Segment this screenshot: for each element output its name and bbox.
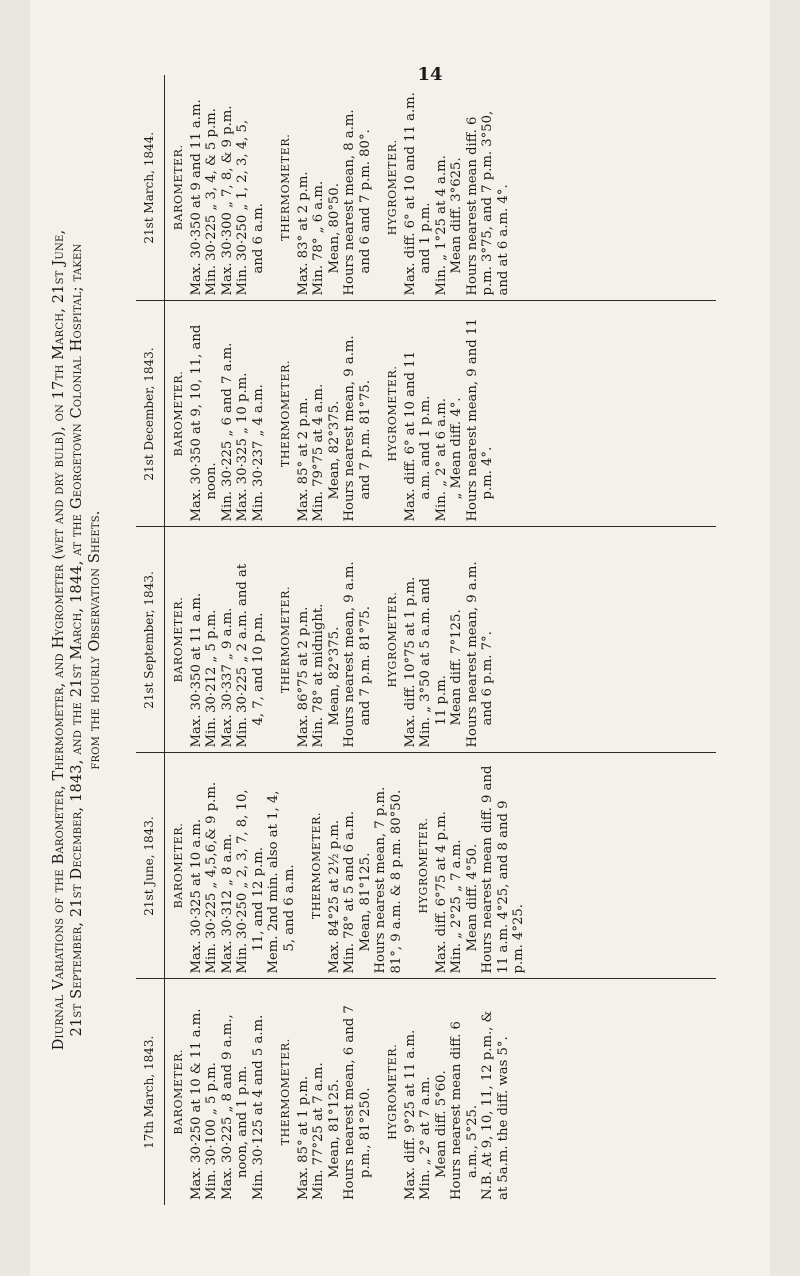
reading-line: Min. 30·100 „ 5 p.m. (204, 1062, 219, 1200)
reading-line: noon. (204, 462, 219, 500)
barometer-section (171, 306, 266, 522)
column-cell (165, 75, 717, 301)
thermometer-section (278, 984, 373, 1201)
reading-line: and 6 a.m. (250, 203, 266, 274)
reading-line: Min. 30·225 „ 3, 4, & 5 p.m. (204, 108, 219, 296)
section-heading: THERMOMETER. (310, 811, 323, 920)
data-row (165, 75, 717, 1205)
reading-line: Max. diff. 9°25 at 11 a.m. (402, 1029, 418, 1200)
reading-line: 11 p.m. (433, 675, 449, 726)
section-heading: THERMOMETER. (279, 133, 292, 241)
observation-table (136, 75, 716, 1205)
column-date: 17th March, 1843. (136, 979, 165, 1205)
reading-line: Max. 30·250 at 10 & 11 a.m. (188, 1008, 204, 1200)
reading-line: Max. diff. 6°75 at 4 p.m. (433, 811, 449, 974)
reading-line: Max. 30·350 at 9, 10, 11, and (188, 324, 204, 522)
thermometer-section (278, 79, 373, 296)
section-heading: HYGROMETER. (386, 1043, 399, 1140)
reading-line: Min. 30·225 „ 4,5,6,& 9 p.m. (204, 781, 219, 974)
reading-line: Min. 79°75 at 4 a.m. (311, 383, 326, 522)
thermometer-section (309, 758, 404, 974)
reading-line: Min. 78° at 5 and 6 a.m. (342, 811, 357, 974)
title-line: Diurnal Variations of the Barometer, Thermometer, and Hygrometer (wet and dry bulb), on 17th March, 21st June, (51, 229, 67, 1051)
reading-line: Mean, 82°375. (326, 400, 342, 500)
reading-line: Max. 30·325 „ 10 p.m. (235, 372, 250, 522)
reading-line: Max. 30·350 at 11 a.m. (188, 592, 204, 748)
reading-line: Min. „ 3°50 at 5 a.m. and (418, 578, 433, 748)
reading-line: Mem. 2nd min. also at 1, 4, (266, 790, 281, 974)
reading-line: Min. 30·212 „ 5 p.m. (204, 609, 219, 748)
reading-line: Hours nearest mean, 8 a.m. (342, 109, 357, 296)
reading-line: Min. 78° „ 6 a.m. (311, 180, 326, 296)
section-heading: BAROMETER. (172, 370, 185, 457)
barometer-section (171, 79, 266, 296)
reading-line: Mean, 80°50. (326, 183, 342, 274)
hygrometer-section (385, 79, 511, 296)
reading-line: Min. „ 2° at 6 a.m. (433, 398, 449, 522)
reading-line: Hours nearest mean, 9 a.m. (464, 561, 480, 748)
title-line: from the hourly Observation Sheets. (87, 510, 103, 770)
section-heading: BAROMETER. (172, 1048, 185, 1135)
section-heading: HYGROMETER. (386, 365, 399, 462)
column-date: 21st September, 1843. (136, 527, 165, 753)
barometer-section (171, 758, 297, 974)
reading-line: Mean, 82°375. (326, 626, 342, 726)
column-cell (165, 979, 717, 1205)
column-date: 21st December, 1843. (136, 301, 165, 527)
reading-line: Max. 30·225 „ 8 and 9 a.m., (219, 1014, 235, 1200)
reading-line: Max. 30·350 at 9 and 11 a.m. (188, 99, 204, 296)
reading-line: Min. „ 2°25 „ 7 a.m. (449, 839, 464, 974)
reading-line: Mean diff. 5°60. (433, 1070, 449, 1178)
reading-line: Max. 30·325 at 10 a.m. (188, 818, 204, 974)
reading-line: Min. 30·125 at 4 and 5 a.m. (250, 1014, 266, 1200)
reading-line: at 5a.m. the diff. was 5°. (495, 1036, 511, 1200)
reading-line: p.m. 3°75, and 7 p.m. 3°50, (480, 110, 495, 296)
reading-line: Min. „ 2° at 7 a.m. (418, 1076, 433, 1200)
reading-line: Max. 83° at 2 p.m. (295, 171, 311, 296)
reading-line: Hours nearest mean, 9 and 11 (464, 318, 480, 522)
reading-line: a.m. and 1 p.m. (418, 395, 433, 500)
reading-line: Mean diff. 4°50. (464, 843, 480, 952)
section-heading: HYGROMETER. (417, 817, 430, 914)
section-heading: BAROMETER. (172, 596, 185, 683)
hygrometer-section (416, 758, 527, 974)
rotated-content (50, 75, 800, 1205)
reading-line: and 6 p.m. 7°. (480, 631, 495, 726)
reading-line: Mean, 81°125. (357, 852, 373, 952)
reading-line: Min. 30·250 „ 1, 2, 3, 4, 5, (235, 119, 250, 296)
reading-line: 81°, 9 a.m. & 8 p.m. 80°50. (388, 789, 404, 974)
column-cell (165, 753, 717, 979)
page-number: 14 (417, 64, 443, 85)
reading-line: Mean diff. 3°625. (449, 157, 464, 274)
reading-line: 11 a.m. 4°25, and 8 and 9 (495, 800, 511, 974)
section-heading: BAROMETER. (172, 822, 185, 909)
reading-line: and at 6 a.m. 4°. (495, 184, 511, 296)
reading-line: Mean diff. 7°125. (449, 609, 464, 726)
section-heading: HYGROMETER. (386, 591, 399, 688)
reading-line: Min. 30·225 „ 2 a.m. and at (235, 563, 250, 748)
header-row (136, 75, 165, 1205)
reading-line: Max. 30·300 „ 7, 8, & 9 p.m. (219, 105, 235, 296)
reading-line: and 1 p.m. (418, 202, 433, 274)
reading-line: Max. 30·312 „ 8 a.m. (219, 833, 235, 974)
barometer-section (171, 984, 266, 1201)
column-date: 21st June, 1843. (136, 753, 165, 979)
hygrometer-section (385, 532, 496, 748)
reading-line: Max. diff. 6° at 10 and 11 a.m. (402, 92, 418, 296)
reading-line: 5, and 6 a.m. (281, 864, 297, 952)
reading-line: Max. 84°25 at 2½ p.m. (326, 819, 342, 974)
reading-line: Max. 85° at 2 p.m. (295, 397, 311, 522)
reading-line: Hours nearest mean diff. 9 and (480, 765, 495, 974)
reading-line: Hours nearest mean, 9 a.m. (342, 335, 357, 522)
reading-line: p.m., 81°250. (357, 1087, 373, 1178)
reading-line: Hours nearest mean, 7 p.m. (373, 786, 388, 974)
page (30, 0, 770, 1276)
reading-line: Min. 78° at midnight. (311, 603, 326, 748)
reading-line: N.B. At 9, 10, 11, 12 p.m., & (480, 1010, 495, 1200)
section-heading: HYGROMETER. (386, 139, 399, 236)
reading-line: Max. 86°75 at 2 p.m. (295, 606, 311, 748)
thermometer-section (278, 306, 373, 522)
reading-line: „ Mean diff. 4°. (449, 397, 464, 500)
reading-line: 11, and 12 p.m. (250, 847, 266, 952)
section-heading: THERMOMETER. (279, 585, 292, 694)
reading-line: Mean, 81°125. (326, 1079, 342, 1178)
reading-line: Min. 30·225 „ 6 and 7 a.m. (219, 342, 235, 522)
section-heading: BAROMETER. (172, 144, 185, 231)
thermometer-section (278, 532, 373, 748)
reading-line: a.m., 5°25. (464, 1104, 480, 1178)
section-heading: THERMOMETER. (279, 1038, 292, 1146)
column-cell (165, 527, 717, 753)
reading-line: Min. 30·237 „ 4 a.m. (250, 384, 266, 522)
reading-line: Max. 85° at 1 p.m. (295, 1075, 311, 1200)
reading-line: Max. diff. 10°75 at 1 p.m. (402, 576, 418, 748)
reading-line: noon, and 1 p.m. (235, 1065, 250, 1178)
reading-line: Hours nearest mean diff. 6 (449, 1021, 464, 1200)
reading-line: p.m. 4°. (480, 446, 495, 500)
reading-line: Hours nearest mean, 6 and 7 (342, 1005, 357, 1200)
reading-line: and 7 p.m. 81°75. (357, 606, 373, 726)
reading-line: Hours nearest mean diff. 6 (464, 116, 480, 296)
hygrometer-section (385, 306, 496, 522)
reading-line: and 7 p.m. 81°75. (357, 380, 373, 500)
barometer-section (171, 532, 266, 748)
reading-line: Max. 30·337 „ 9 a.m. (219, 607, 235, 748)
section-heading: THERMOMETER. (279, 359, 292, 468)
reading-line: p.m. 4°25. (511, 904, 526, 974)
column-date: 21st March, 1844. (136, 75, 165, 301)
reading-line: Min. „ 1°25 at 4 a.m. (433, 155, 449, 296)
hygrometer-section (385, 984, 511, 1201)
reading-line: Min. 30·250 „ 2, 3, 7, 8, 10, (235, 789, 250, 974)
column-cell (165, 301, 717, 527)
reading-line: and 6 and 7 p.m. 80°. (357, 129, 373, 274)
table-title (50, 75, 104, 1205)
reading-line: Hours nearest mean, 9 a.m. (342, 561, 357, 748)
reading-line: Max. diff. 6° at 10 and 11 (402, 351, 418, 522)
title-line: 21st September, 21st December, 1843, and the 21st March, 1844, at the Georgetown Colonial Hospital; taken (69, 243, 85, 1037)
reading-line: Min. 77°25 at 7 a.m. (311, 1062, 326, 1200)
reading-line: 4, 7, and 10 p.m. (250, 612, 266, 726)
